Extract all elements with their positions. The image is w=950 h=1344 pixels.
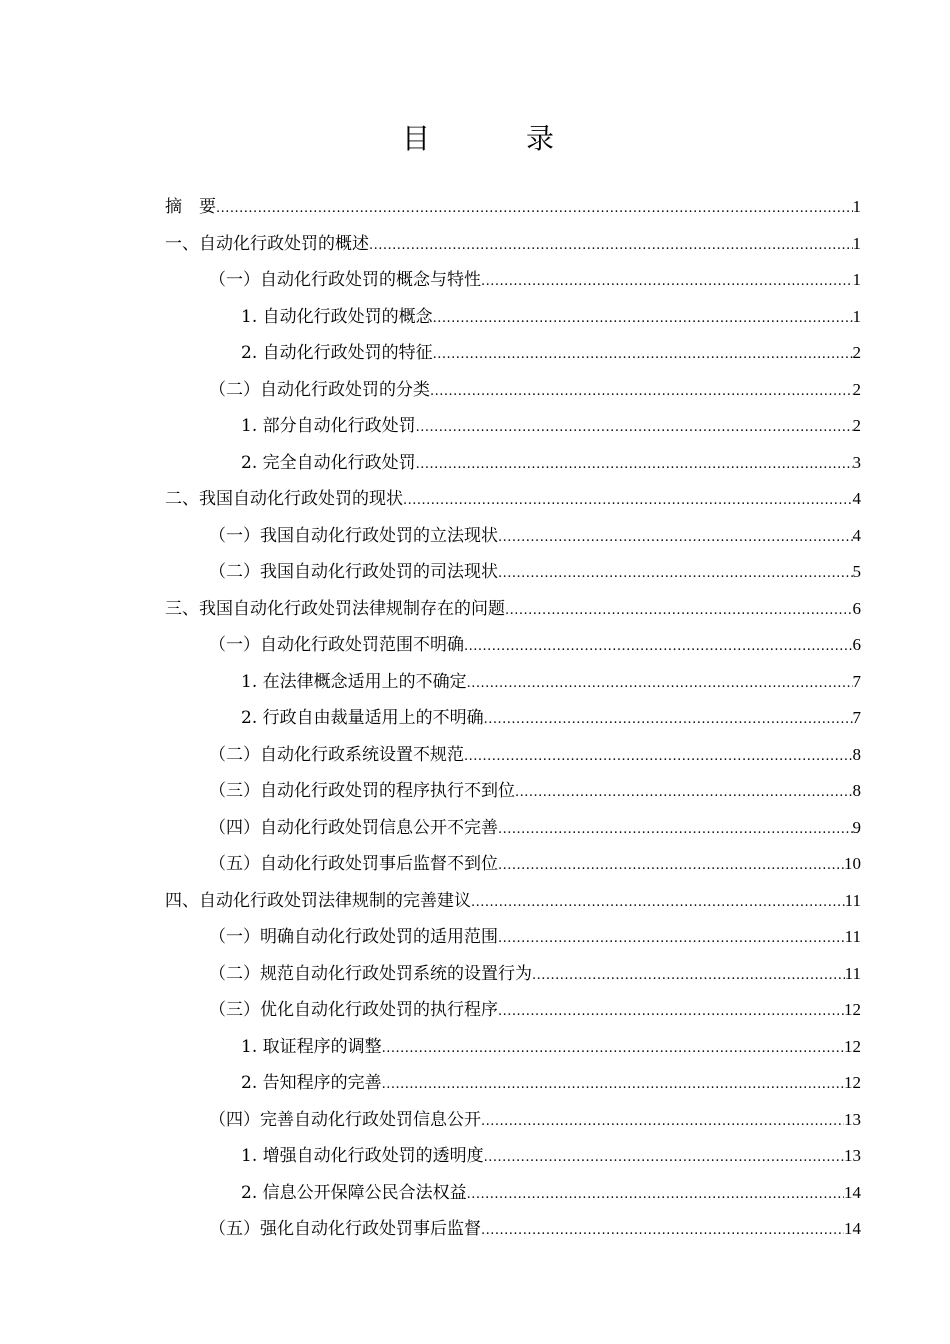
toc-entry[interactable] — [165, 335, 861, 372]
toc-entry[interactable] — [165, 919, 861, 956]
toc-entry-label: （四）完善自动化行政处罚信息公开 — [209, 1109, 481, 1130]
page-title: 目 录 — [401, 122, 588, 155]
toc-entry-label: （五）自动化行政处罚事后监督不到位 — [209, 854, 498, 874]
toc-entry[interactable] — [165, 810, 861, 847]
toc-entry[interactable] — [165, 481, 861, 518]
toc-entry[interactable] — [165, 189, 861, 226]
toc-dot-leader — [498, 520, 853, 557]
toc-entry-page-number: 12 — [844, 1036, 861, 1056]
toc-entry-label: （三）自动化行政处罚的程序执行不到位 — [209, 781, 515, 801]
toc-entry[interactable] — [165, 627, 861, 664]
toc-entry-page-number: 1 — [852, 233, 861, 253]
toc-dot-leader — [532, 958, 845, 995]
toc-entry-page-number: 14 — [844, 1219, 861, 1238]
toc-entry[interactable] — [165, 1175, 861, 1212]
toc-dot-leader — [498, 994, 844, 1031]
toc-dot-leader — [498, 812, 853, 849]
toc-entry-label: （一）我国自动化行政处罚的立法现状 — [209, 525, 498, 546]
toc-entry-page-number: 5 — [852, 562, 861, 581]
toc-entry-label: 2. 自动化行政处罚的特征 — [241, 343, 433, 363]
toc-dot-leader — [416, 447, 853, 484]
toc-entry-page-number: 6 — [852, 598, 861, 618]
toc-dot-leader — [430, 374, 853, 411]
toc-entry[interactable] — [165, 408, 861, 445]
toc-entry-page-number: 7 — [852, 708, 861, 727]
toc-entry-label: 三、我国自动化行政处罚法律规制存在的问题 — [165, 598, 505, 619]
toc-dot-leader — [464, 739, 853, 776]
toc-entry-page-number: 13 — [844, 1109, 861, 1129]
toc-dot-leader — [471, 885, 845, 922]
toc-dot-leader — [481, 1213, 844, 1250]
toc-entry-page-number: 2 — [852, 416, 861, 435]
toc-entry[interactable] — [165, 372, 861, 409]
toc-entry-label: （三）优化自动化行政处罚的执行程序 — [209, 1000, 498, 1020]
toc-dot-leader — [484, 1140, 844, 1177]
toc-entry-label: 1. 自动化行政处罚的概念 — [241, 306, 433, 327]
toc-entry-page-number: 6 — [852, 635, 861, 654]
toc-entry-page-number: 11 — [844, 963, 861, 983]
toc-entry-label: 1. 取证程序的调整 — [241, 1036, 382, 1057]
toc-entry[interactable] — [165, 262, 861, 299]
toc-entry[interactable] — [165, 664, 861, 701]
toc-entry[interactable] — [165, 737, 861, 774]
toc-entry-label: 1. 在法律概念适用上的不确定 — [241, 671, 467, 692]
toc-dot-leader — [467, 1177, 844, 1214]
toc-dot-leader — [481, 1104, 844, 1141]
toc-entry-label: （一）自动化行政处罚的概念与特性 — [209, 270, 481, 290]
toc-entry-page-number: 2 — [852, 379, 861, 399]
toc-entry[interactable] — [165, 1138, 861, 1175]
toc-entry[interactable] — [165, 226, 861, 263]
toc-entry[interactable] — [165, 299, 861, 336]
toc-entry[interactable] — [165, 591, 861, 628]
toc-dot-leader — [464, 629, 853, 666]
toc-entry[interactable] — [165, 1029, 861, 1066]
toc-dot-leader — [416, 410, 853, 447]
toc-entry[interactable] — [165, 846, 861, 883]
toc-dot-leader — [467, 666, 853, 703]
toc-entry[interactable] — [165, 1102, 861, 1139]
toc-entry[interactable] — [165, 445, 861, 482]
toc-entry-page-number: 1 — [852, 197, 861, 216]
toc-entry-page-number: 4 — [852, 525, 861, 545]
toc-entry-page-number: 4 — [852, 489, 861, 508]
toc-entry-label: （一）明确自动化行政处罚的适用范围 — [209, 927, 498, 947]
toc-entry-label: 1. 部分自动化行政处罚 — [241, 416, 416, 436]
toc-entry-page-number: 12 — [844, 1000, 861, 1019]
toc-entry-label: （二）我国自动化行政处罚的司法现状 — [209, 562, 498, 582]
toc-entry-page-number: 10 — [844, 854, 861, 873]
toc-dot-leader — [481, 264, 853, 301]
toc-entry-page-number: 8 — [852, 744, 861, 764]
toc-dot-leader — [216, 191, 853, 228]
toc-entry-label: 2. 信息公开保障公民合法权益 — [241, 1182, 467, 1203]
toc-entry[interactable] — [165, 956, 861, 993]
toc-entry-page-number: 3 — [852, 452, 861, 472]
toc-entry-page-number: 1 — [852, 270, 861, 289]
toc-entry[interactable] — [165, 518, 861, 555]
toc-entry[interactable] — [165, 1211, 861, 1248]
toc-entry-page-number: 12 — [844, 1073, 861, 1092]
toc-entry-label: 2. 行政自由裁量适用上的不明确 — [241, 708, 484, 728]
toc-entry[interactable] — [165, 700, 861, 737]
toc-entry[interactable] — [165, 773, 861, 810]
toc-dot-leader — [515, 775, 853, 812]
toc-entry-label: （一）自动化行政处罚范围不明确 — [209, 635, 464, 655]
toc-dot-leader — [433, 301, 853, 338]
toc-entry-page-number: 8 — [852, 781, 861, 800]
toc-dot-leader — [403, 483, 853, 520]
toc-entry-page-number: 2 — [852, 343, 861, 362]
toc-entry-label: （二）自动化行政处罚的分类 — [209, 379, 430, 400]
toc-dot-leader — [505, 593, 853, 630]
toc-dot-leader — [484, 702, 853, 739]
toc-dot-leader — [498, 921, 845, 958]
toc-entry-label: 2. 告知程序的完善 — [241, 1073, 382, 1093]
toc-dot-leader — [433, 337, 853, 374]
toc-entry[interactable] — [165, 883, 861, 920]
toc-entry-label: 2. 完全自动化行政处罚 — [241, 452, 416, 473]
toc-entry-label: 摘 要 — [165, 197, 216, 217]
toc-entry-label: 四、自动化行政处罚法律规制的完善建议 — [165, 890, 471, 911]
toc-entry-label: 二、我国自动化行政处罚的现状 — [165, 489, 403, 509]
toc-entry-page-number: 14 — [844, 1182, 861, 1202]
toc-entry-label: （二）自动化行政系统设置不规范 — [209, 744, 464, 765]
toc-entry-label: 一、自动化行政处罚的概述 — [165, 233, 369, 254]
toc-entry-page-number: 11 — [844, 890, 861, 910]
toc-entry-page-number: 13 — [844, 1146, 861, 1165]
toc-entry[interactable] — [165, 554, 861, 591]
toc-entry-label: （五）强化自动化行政处罚事后监督 — [209, 1219, 481, 1239]
toc-entry-page-number: 11 — [844, 927, 861, 946]
toc-entry[interactable] — [165, 1065, 861, 1102]
toc-dot-leader — [498, 848, 844, 885]
toc-entry-label: 1. 增强自动化行政处罚的透明度 — [241, 1146, 484, 1166]
toc-entry[interactable] — [165, 992, 861, 1029]
toc-entry-label: （四）自动化行政处罚信息公开不完善 — [209, 817, 498, 838]
toc-entry-page-number: 9 — [852, 817, 861, 837]
toc-entry-page-number: 1 — [852, 306, 861, 326]
toc-dot-leader — [382, 1067, 844, 1104]
toc-dot-leader — [369, 228, 853, 265]
toc-dot-leader — [498, 556, 853, 593]
toc-entry-page-number: 7 — [852, 671, 861, 691]
toc-entry-label: （二）规范自动化行政处罚系统的设置行为 — [209, 963, 532, 984]
table-of-contents — [165, 189, 861, 1248]
toc-dot-leader — [382, 1031, 844, 1068]
